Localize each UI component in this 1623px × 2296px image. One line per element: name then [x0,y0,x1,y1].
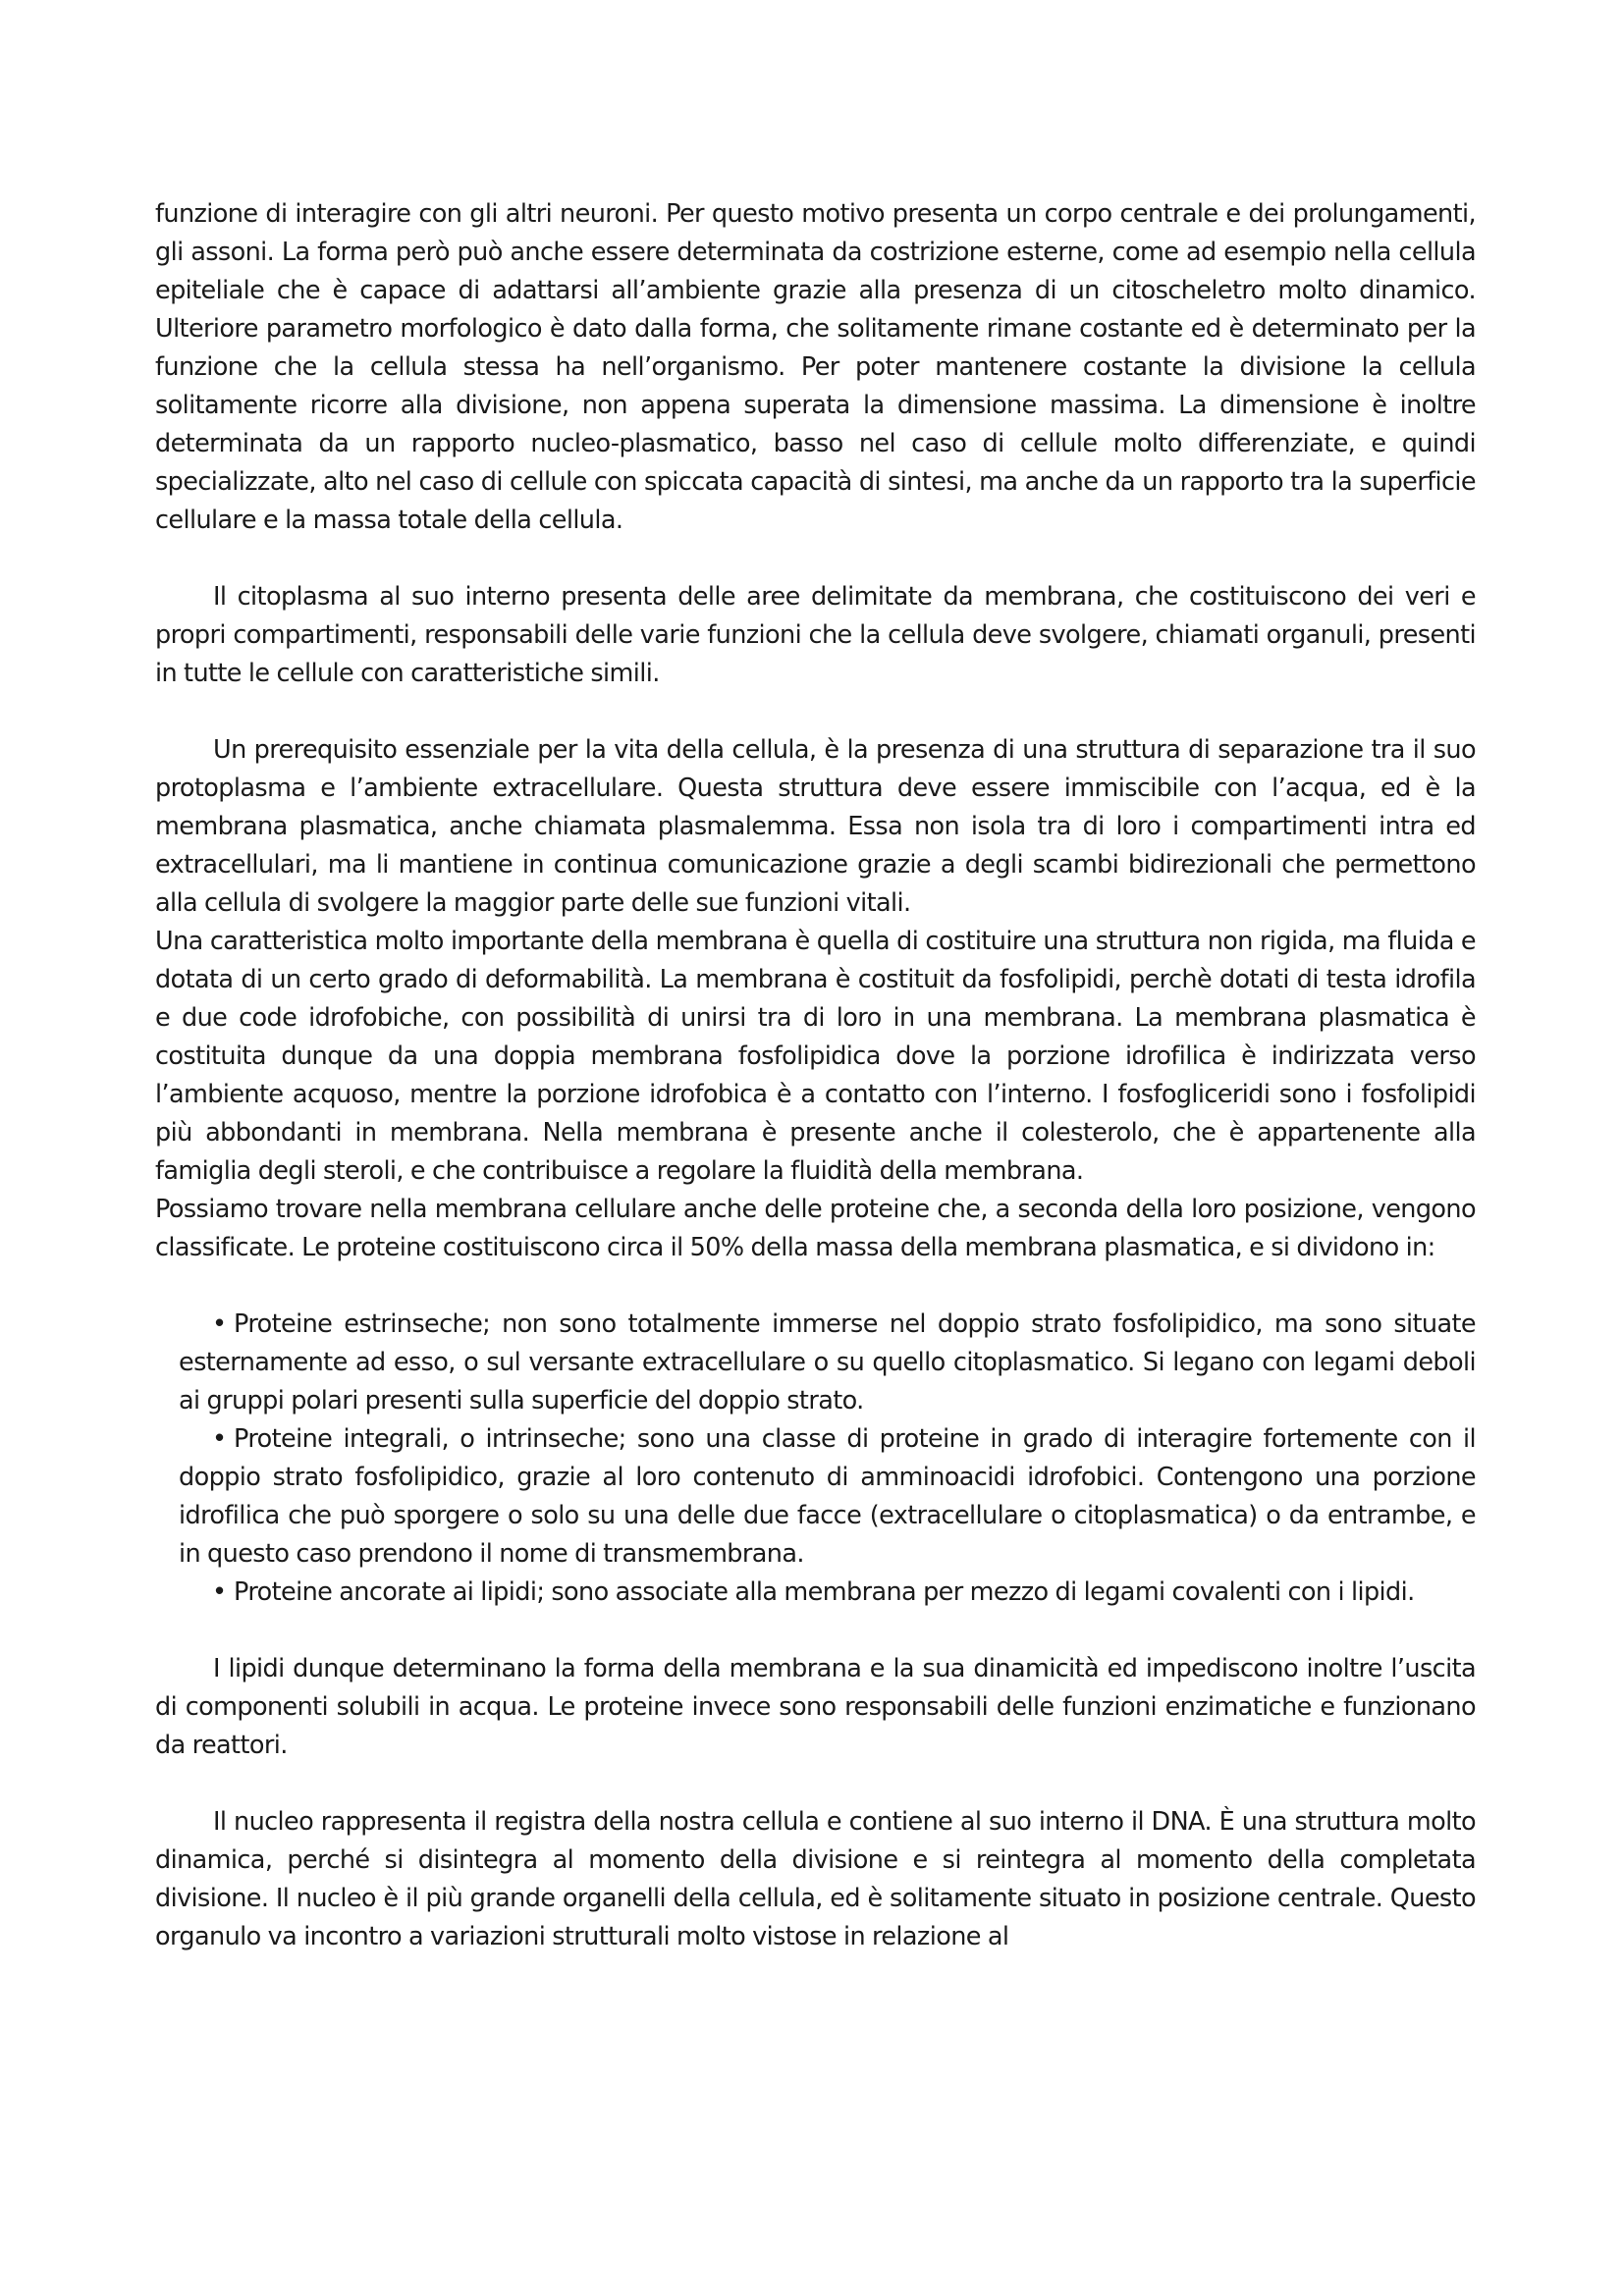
bullet-icon: • [212,1577,227,1607]
paragraph-cell-shape: funzione di interagire con gli altri neuroni. Per questo motivo presenta un corpo centrale e dei prolungamenti, gli assoni. La forma però può anche essere determinata da costrizione esterne, come ad esempio nella cellula epiteliale che è capace di adattarsi all’ambiente grazie alla presenza di un citoscheletro molto dinamico. Ulteriore parametro morfologico è dato dalla forma, che solitamente rimane costante ed è determinato per la funzione che la cellula stessa ha nell’organismo. Per poter mantenere costante la divisione la cellula solitamente ricorre alla divisione, non appena superata la dimensione massima. La dimensione è inoltre determinata da un rapporto nucleo-plasmatico, basso nel caso di cellule molto differenziate, e quindi specializzate, alto nel caso di cellule con spiccata capacità di sintesi, ma anche da un rapporto tra la superficie cellulare e la massa totale della cellula. [155,199,1476,535]
paragraph-plasma-membrane: Un prerequisito essenziale per la vita della cellula, è la presenza di una struttura di separazione tra il suo protoplasma e l’ambiente extracellulare. Questa struttura deve essere immiscibile con l’acqua, ed è la membrana plasmatica, anche chiamata plasmalemma. Essa non isola tra di loro i compartimenti intra ed extracellulari, ma li mantiene in continua comunicazione grazie a degli scambi bidirezionali che permettono alla cellula di svolgere la maggior parte delle sue funzioni vitali. [155,735,1476,918]
bullet-icon: • [212,1424,227,1454]
bullet-icon: • [212,1309,227,1339]
paragraph-lipids-proteins: I lipidi dunque determinano la forma della membrana e la sua dinamicità ed impediscono inoltre l’uscita di componenti solubili in acqua. Le proteine invece sono responsabili delle funzioni enzimatiche e funzionano da reattori. [155,1654,1476,1760]
list-item [179,1574,1476,1612]
paragraph-membrane-proteins: Possiamo trovare nella membrana cellulare anche delle proteine che, a seconda della loro posizione, vengono classificate. Le proteine costituiscono circa il 50% della massa della membrana plasmatica, e si dividono in: [155,1195,1476,1262]
paragraph-membrane-fluidity: Una caratteristica molto importante della membrana è quella di costituire una struttura non rigida, ma fluida e dotata di un certo grado di deformabilità. La membrana è costituit da fosfolipidi, perchè dotati di testa idrofila e due code idrofobiche, con possibilità di unirsi tra di loro in una membrana. La membrana plasmatica è costituita dunque da una doppia membrana fosfolipidica dove la porzione idrofilica è indirizzata verso l’ambiente acquoso, mentre la porzione idrofobica è a contatto con l’interno. I fosfogliceridi sono i fosfolipidi più abbondanti in membrana. Nella membrana è presente anche il colesterolo, che è appartenente alla famiglia degli steroli, e che contribuisce a regolare la fluidità della membrana. [155,927,1476,1186]
protein-list [155,1306,1476,1612]
list-item [179,1306,1476,1420]
paragraph-cytoplasm: Il citoplasma al suo interno presenta delle aree delimitate da membrana, che costituiscono dei veri e propri compartimenti, responsabili delle varie funzioni che la cellula deve svolgere, chiamati organuli, presenti in tutte le cellule con caratteristiche simili. [155,582,1476,688]
paragraph-nucleus: Il nucleo rappresenta il registra della nostra cellula e contiene al suo interno il DNA. È una struttura molto dinamica, perché si disintegra al momento della divisione e si reintegra al momento della completata divisione. Il nucleo è il più grande organelli della cellula, ed è solitamente situato in posizione centrale. Questo organulo va incontro a variazioni strutturali molto vistose in relazione al [155,1807,1476,1951]
list-item-text: Proteine integrali, o intrinseche; sono una classe di proteine in grado di interagire fortemente con il doppio strato fosfolipidico, grazie al loro contenuto di amminoacidi idrofobici. Contengono una porzione idrofilica che può sporgere o solo su una delle due facce (extracellulare o citoplasmatica) o da entrambe, e in questo caso prendono il nome di transmembrana. [179,1424,1476,1569]
list-item-text: Proteine ancorate ai lipidi; sono associate alla membrana per mezzo di legami covalenti con i lipidi. [234,1577,1415,1607]
list-item-text: Proteine estrinseche; non sono totalmente immerse nel doppio strato fosfolipidico, ma sono situate esternamente ad esso, o sul versante extracellulare o su quello citoplasmatico. Si legano con legami deboli ai gruppi polari presenti sulla superficie del doppio strato. [179,1309,1476,1415]
list-item [179,1420,1476,1574]
document-page [155,195,1476,1956]
